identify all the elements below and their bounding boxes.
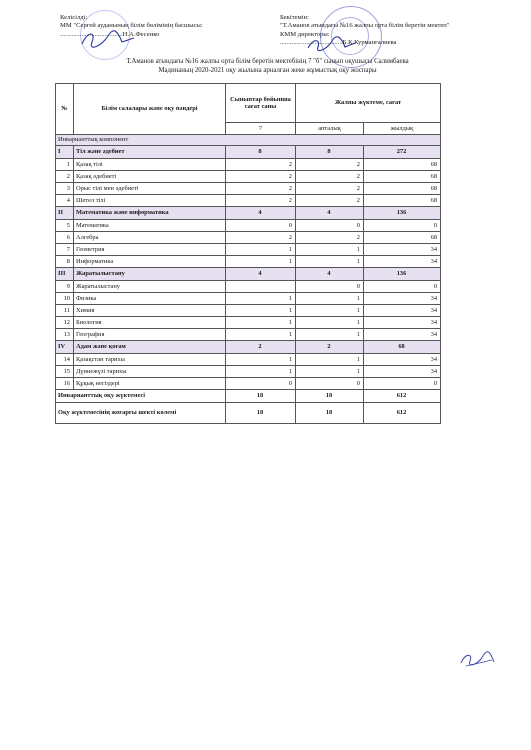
subject-row <box>56 195 441 207</box>
subject-yearly-hours: 0 <box>364 281 441 293</box>
subject-number: 5 <box>56 220 74 232</box>
subject-name: Қазақстан тарихы <box>74 354 226 366</box>
subject-name: Биология <box>74 317 226 329</box>
subject-number: 10 <box>56 293 74 305</box>
subject-yearly-hours: 68 <box>364 195 441 207</box>
subject-weekly-hours: 2 <box>296 171 364 183</box>
section-name: Адам және қоғам <box>74 341 226 354</box>
subject-number: 14 <box>56 354 74 366</box>
subject-row <box>56 378 441 390</box>
section-row <box>56 207 441 220</box>
subject-row <box>56 183 441 195</box>
invariant-total-row-grade-hours: 18 <box>226 390 296 403</box>
confirm-school: "Т.Аманов атындағы №16 жалпы орта білім беретін мектеп" <box>280 22 450 30</box>
subject-weekly-hours: 1 <box>296 305 364 317</box>
section-yearly-hours: 136 <box>364 268 441 281</box>
subject-name: Геометрия <box>74 244 226 256</box>
section-name: Тіл және әдебиет <box>74 146 226 159</box>
subject-number: 9 <box>56 281 74 293</box>
sub-weekly-header: апталық <box>296 123 364 135</box>
invariant-total-row-weekly-hours: 18 <box>296 390 364 403</box>
subject-weekly-hours: 0 <box>296 378 364 390</box>
subject-yearly-hours: 34 <box>364 354 441 366</box>
col-total-load-header: Жалпы жүктеме, сағат <box>296 84 441 123</box>
subject-grade-hours: 1 <box>226 244 296 256</box>
section-row <box>56 146 441 159</box>
section-grade-hours: 2 <box>226 341 296 354</box>
subject-row <box>56 305 441 317</box>
subject-name: Математика <box>74 220 226 232</box>
approval-signatory: ......................................Н.А.Фесенко <box>60 30 160 38</box>
subject-name: Қазақ тілі <box>74 159 226 171</box>
subject-number: 13 <box>56 329 74 341</box>
subject-grade-hours: 1 <box>226 329 296 341</box>
subject-row <box>56 220 441 232</box>
subject-number: 3 <box>56 183 74 195</box>
subject-row <box>56 329 441 341</box>
invariant-total-row-yearly-hours: 612 <box>364 390 441 403</box>
subject-number: 2 <box>56 171 74 183</box>
confirm-heading: Бекітемін: <box>280 14 309 21</box>
subject-name: Химия <box>74 305 226 317</box>
section-yearly-hours: 272 <box>364 146 441 159</box>
subject-grade-hours: 2 <box>226 171 296 183</box>
subject-grade-hours: 1 <box>226 317 296 329</box>
subject-yearly-hours: 68 <box>364 183 441 195</box>
curriculum-body <box>56 135 441 424</box>
max-load-row-grade-hours: 18 <box>226 403 296 424</box>
sub-grade-header: 7 <box>226 123 296 135</box>
approval-heading: Келісілді: <box>60 14 88 21</box>
subject-row <box>56 317 441 329</box>
subject-name: Құқық негіздері <box>74 378 226 390</box>
subject-grade-hours: 2 <box>226 183 296 195</box>
section-name: Математика және информатика <box>74 207 226 220</box>
subject-yearly-hours: 0 <box>364 378 441 390</box>
subject-weekly-hours: 0 <box>296 281 364 293</box>
signature-bottom <box>458 648 498 670</box>
approval-position: ММ "Сергей ауданының білім бөлімінің басшысы: <box>60 22 203 30</box>
subject-weekly-hours: 1 <box>296 256 364 268</box>
subject-grade-hours: 0 <box>226 220 296 232</box>
col-no-header: № <box>56 84 74 135</box>
subject-name: География <box>74 329 226 341</box>
confirm-position: КММ директоры: <box>280 30 330 38</box>
document-title <box>60 58 475 75</box>
subject-grade-hours: 0 <box>226 378 296 390</box>
subject-grade-hours: 1 <box>226 354 296 366</box>
subject-row <box>56 232 441 244</box>
subject-row <box>56 159 441 171</box>
subject-name: Дүниежүзі тарихы <box>74 366 226 378</box>
section-yearly-hours: 68 <box>364 341 441 354</box>
subject-weekly-hours: 1 <box>296 244 364 256</box>
subject-weekly-hours: 2 <box>296 183 364 195</box>
section-yearly-hours: 136 <box>364 207 441 220</box>
max-load-row-label: Оқу жүктемесінің жоғарғы шекті көлемі <box>56 403 226 424</box>
subject-yearly-hours: 68 <box>364 171 441 183</box>
subject-weekly-hours: 2 <box>296 195 364 207</box>
title-line-2: Мадинаның 2020-2021 оқу жылына арналған жеке жұмыстық оқу жоспары <box>158 66 377 74</box>
subject-grade-hours: 1 <box>226 305 296 317</box>
subject-row <box>56 366 441 378</box>
subject-weekly-hours: 2 <box>296 232 364 244</box>
subject-number: 11 <box>56 305 74 317</box>
confirm-signatory: ......................................Б.К.Курмангалиева <box>280 39 397 47</box>
section-grade-hours: 4 <box>226 268 296 281</box>
subject-grade-hours: 2 <box>226 195 296 207</box>
section-number: II <box>56 207 74 220</box>
subject-grade-hours: 1 <box>226 366 296 378</box>
subject-number: 12 <box>56 317 74 329</box>
section-weekly-hours: 4 <box>296 207 364 220</box>
section-row <box>56 341 441 354</box>
section-number: IV <box>56 341 74 354</box>
subject-weekly-hours: 1 <box>296 317 364 329</box>
subject-number: 16 <box>56 378 74 390</box>
subject-grade-hours: 2 <box>226 232 296 244</box>
section-number: I <box>56 146 74 159</box>
subject-yearly-hours: 34 <box>364 317 441 329</box>
subject-row <box>56 293 441 305</box>
subject-number: 1 <box>56 159 74 171</box>
subject-yearly-hours: 34 <box>364 244 441 256</box>
subject-row <box>56 171 441 183</box>
invariant-total-row-label: Инварианттық оқу жүктемесі <box>56 390 226 403</box>
subject-number: 4 <box>56 195 74 207</box>
subject-weekly-hours: 0 <box>296 220 364 232</box>
section-weekly-hours: 2 <box>296 341 364 354</box>
subject-yearly-hours: 0 <box>364 220 441 232</box>
section-grade-hours: 4 <box>226 207 296 220</box>
section-number: III <box>56 268 74 281</box>
title-line-1: Т.Аманов атындағы №16 жалпы орта білім беретін мектебінің 7 "б" сынып оқушысы Салимбаева <box>126 58 409 65</box>
subject-grade-hours: 1 <box>226 293 296 305</box>
subject-weekly-hours: 1 <box>296 329 364 341</box>
subject-name: Орыс тілі мен әдебиеті <box>74 183 226 195</box>
subject-number: 7 <box>56 244 74 256</box>
subject-name: Алгебра <box>74 232 226 244</box>
col-weekly-hours-header: Сыныптар бойынша сағат саны <box>226 84 296 123</box>
subject-yearly-hours: 68 <box>364 232 441 244</box>
subject-yearly-hours: 68 <box>364 159 441 171</box>
invariant-total-row <box>56 390 441 403</box>
subject-name: Жаратылыстану <box>74 281 226 293</box>
section-weekly-hours: 8 <box>296 146 364 159</box>
confirm-block <box>280 14 495 48</box>
subject-grade-hours: 1 <box>226 256 296 268</box>
subject-number: 15 <box>56 366 74 378</box>
subject-weekly-hours: 1 <box>296 354 364 366</box>
subject-grade-hours: 2 <box>226 159 296 171</box>
col-subject-header: Білім салалары және оқу пәндері <box>74 84 226 135</box>
subject-row <box>56 354 441 366</box>
curriculum-table <box>55 83 441 424</box>
invariant-component-label: Инварианттық компонент <box>56 135 441 146</box>
subject-weekly-hours: 2 <box>296 159 364 171</box>
subject-name: Қазақ әдебиеті <box>74 171 226 183</box>
subject-row <box>56 256 441 268</box>
subject-yearly-hours: 34 <box>364 293 441 305</box>
section-grade-hours: 8 <box>226 146 296 159</box>
subject-weekly-hours: 1 <box>296 293 364 305</box>
subject-name: Информатика <box>74 256 226 268</box>
section-name: Жаратылыстану <box>74 268 226 281</box>
subject-row <box>56 281 441 293</box>
subject-row <box>56 244 441 256</box>
subject-yearly-hours: 34 <box>364 329 441 341</box>
subject-number: 8 <box>56 256 74 268</box>
max-load-row-weekly-hours: 18 <box>296 403 364 424</box>
section-row <box>56 268 441 281</box>
subject-yearly-hours: 34 <box>364 305 441 317</box>
subject-grade-hours <box>226 281 296 293</box>
subject-yearly-hours: 34 <box>364 256 441 268</box>
subject-number: 6 <box>56 232 74 244</box>
sub-yearly-header: жылдық <box>364 123 441 135</box>
section-weekly-hours: 4 <box>296 268 364 281</box>
subject-name: Шетел тілі <box>74 195 226 207</box>
max-load-row-yearly-hours: 612 <box>364 403 441 424</box>
subject-name: Физика <box>74 293 226 305</box>
subject-weekly-hours: 1 <box>296 366 364 378</box>
approval-block <box>60 14 275 39</box>
max-load-row <box>56 403 441 424</box>
subject-yearly-hours: 34 <box>364 366 441 378</box>
